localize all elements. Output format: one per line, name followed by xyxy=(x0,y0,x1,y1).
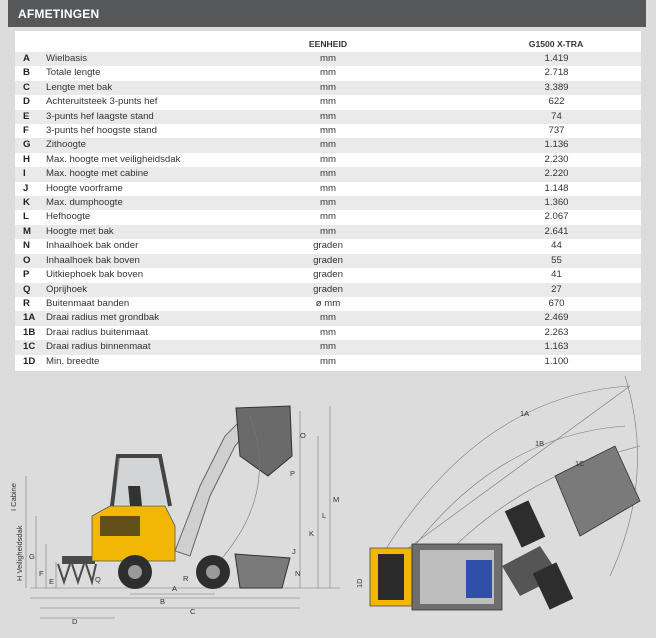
label-g: G xyxy=(29,552,35,561)
top-bucket xyxy=(555,446,640,536)
row-label: Inhaalhoek bak onder xyxy=(46,239,248,253)
row-code: L xyxy=(15,210,46,224)
row-value: 2.718 xyxy=(408,66,641,80)
row-code: 1D xyxy=(15,355,46,369)
row-label: Hoogte met bak xyxy=(46,225,248,239)
header-unit: EENHEID xyxy=(308,39,348,49)
row-label: Uitkiephoek bak boven xyxy=(46,268,248,282)
table-row xyxy=(15,297,641,311)
row-code: 1A xyxy=(15,311,46,325)
row-unit: mm xyxy=(248,326,408,340)
row-code: B xyxy=(15,66,46,80)
row-code: P xyxy=(15,268,46,282)
table-row xyxy=(15,66,641,80)
rear-wheel-hub xyxy=(128,565,142,579)
row-unit: mm xyxy=(248,311,408,325)
row-code: Q xyxy=(15,283,46,297)
table-row xyxy=(15,81,641,95)
row-label: 3-punts hef hoogste stand xyxy=(46,124,248,138)
row-code: 1C xyxy=(15,340,46,354)
label-1b: 1B xyxy=(535,439,545,448)
row-label: Oprijhoek xyxy=(46,283,248,297)
section-title: AFMETINGEN xyxy=(18,6,100,21)
label-o: O xyxy=(300,431,306,440)
row-unit: ø mm xyxy=(248,297,408,311)
engine-panel xyxy=(100,516,140,536)
row-unit: graden xyxy=(248,268,408,282)
row-code: R xyxy=(15,297,46,311)
dimensions-table-container xyxy=(15,31,641,371)
row-label: 3-punts hef laagste stand xyxy=(46,110,248,124)
row-code: M xyxy=(15,225,46,239)
row-label: Hoogte voorframe xyxy=(46,182,248,196)
row-value: 44 xyxy=(408,239,641,253)
row-label: Totale lengte xyxy=(46,66,248,80)
row-code: O xyxy=(15,254,46,268)
row-code: E xyxy=(15,110,46,124)
row-value: 670 xyxy=(408,297,641,311)
row-unit: mm xyxy=(248,66,408,80)
label-f: F xyxy=(39,569,44,578)
row-label: Draai radius met grondbak xyxy=(46,311,248,325)
row-value: 2.641 xyxy=(408,225,641,239)
row-value: 1.360 xyxy=(408,196,641,210)
row-unit: mm xyxy=(248,138,408,152)
table-row xyxy=(15,167,641,181)
row-label: Zithoogte xyxy=(46,138,248,152)
row-unit: mm xyxy=(248,355,408,369)
header-label xyxy=(46,36,248,52)
table-row xyxy=(15,225,641,239)
label-c: C xyxy=(190,607,196,616)
table-row xyxy=(15,196,641,210)
label-d: D xyxy=(72,617,78,626)
row-label: Hefhoogte xyxy=(46,210,248,224)
table-row xyxy=(15,124,641,138)
row-unit: mm xyxy=(248,225,408,239)
seat xyxy=(128,486,142,506)
row-value: 2.220 xyxy=(408,167,641,181)
row-unit: mm xyxy=(248,210,408,224)
row-unit: graden xyxy=(248,254,408,268)
label-q: Q xyxy=(95,575,101,584)
row-label: Max. dumphoogte xyxy=(46,196,248,210)
table-row xyxy=(15,153,641,167)
row-code: J xyxy=(15,182,46,196)
table-row xyxy=(15,283,641,297)
label-a: A xyxy=(172,584,178,593)
row-value: 2.067 xyxy=(408,210,641,224)
table-row xyxy=(15,210,641,224)
table-row xyxy=(15,326,641,340)
row-code: A xyxy=(15,52,46,66)
row-unit: mm xyxy=(248,340,408,354)
row-value: 2.230 xyxy=(408,153,641,167)
drawings-svg xyxy=(0,376,656,633)
row-unit: mm xyxy=(248,110,408,124)
row-code: C xyxy=(15,81,46,95)
row-label: Max. hoogte met veiligheidsdak xyxy=(46,153,248,167)
row-value: 1.163 xyxy=(408,340,641,354)
row-value: 2.263 xyxy=(408,326,641,340)
label-l: L xyxy=(322,511,327,520)
table-row xyxy=(15,95,641,109)
rear-forks xyxy=(58,564,96,582)
label-p: P xyxy=(290,469,296,478)
row-code: G xyxy=(15,138,46,152)
table-row xyxy=(15,311,641,325)
top-view-drawing xyxy=(355,376,640,610)
row-value: 1.419 xyxy=(408,52,641,66)
side-view-drawing xyxy=(9,406,340,626)
header-code xyxy=(15,36,46,52)
top-display xyxy=(466,560,492,598)
label-m: M xyxy=(333,495,340,504)
rear-hitch xyxy=(62,556,95,564)
row-label: Inhaalhoek bak boven xyxy=(46,254,248,268)
row-value: 2.469 xyxy=(408,311,641,325)
label-1a: 1A xyxy=(520,409,530,418)
section-header xyxy=(8,0,646,27)
label-b: B xyxy=(160,597,166,606)
table-row xyxy=(15,340,641,354)
row-value: 1.136 xyxy=(408,138,641,152)
label-j: J xyxy=(292,547,296,556)
label-i-cabine: I Cabine xyxy=(9,483,18,511)
header-model: G1500 X-TRA xyxy=(528,39,584,49)
row-value: 1.148 xyxy=(408,182,641,196)
dimensions-table xyxy=(15,36,641,369)
label-r: R xyxy=(183,574,189,583)
table-body xyxy=(15,52,641,369)
table-row xyxy=(15,254,641,268)
label-e: E xyxy=(49,577,55,586)
row-unit: mm xyxy=(248,81,408,95)
row-unit: mm xyxy=(248,124,408,138)
top-engine xyxy=(378,554,404,600)
row-label: Achteruitsteek 3-punts hef xyxy=(46,95,248,109)
table-row xyxy=(15,110,641,124)
row-label: Draai radius binnenmaat xyxy=(46,340,248,354)
row-value: 737 xyxy=(408,124,641,138)
row-unit: graden xyxy=(248,283,408,297)
label-n: N xyxy=(295,569,301,578)
row-label: Wielbasis xyxy=(46,52,248,66)
row-code: 1B xyxy=(15,326,46,340)
table-row xyxy=(15,138,641,152)
table-row xyxy=(15,268,641,282)
label-1d: 1D xyxy=(355,578,364,588)
row-code: H xyxy=(15,153,46,167)
top-front-tire-left xyxy=(505,500,545,547)
row-value: 622 xyxy=(408,95,641,109)
row-unit: graden xyxy=(248,239,408,253)
row-value: 74 xyxy=(408,110,641,124)
row-code: D xyxy=(15,95,46,109)
row-unit: mm xyxy=(248,153,408,167)
table-header-row xyxy=(15,36,641,52)
row-unit: mm xyxy=(248,167,408,181)
label-k: K xyxy=(309,529,315,538)
lowered-bucket xyxy=(235,554,290,588)
row-unit: mm xyxy=(248,95,408,109)
table-row xyxy=(15,239,641,253)
row-value: 27 xyxy=(408,283,641,297)
row-value: 1.100 xyxy=(408,355,641,369)
table-row xyxy=(15,355,641,369)
row-unit: mm xyxy=(248,196,408,210)
row-label: Min. breedte xyxy=(46,355,248,369)
row-code: F xyxy=(15,124,46,138)
row-label: Max. hoogte met cabine xyxy=(46,167,248,181)
row-unit: mm xyxy=(248,182,408,196)
row-code: K xyxy=(15,196,46,210)
row-unit: mm xyxy=(248,52,408,66)
table-row xyxy=(15,182,641,196)
label-h-veiligheidsdak: H Veiligheidsdak xyxy=(15,525,24,581)
row-code: N xyxy=(15,239,46,253)
row-value: 41 xyxy=(408,268,641,282)
row-label: Lengte met bak xyxy=(46,81,248,95)
row-label: Buitenmaat banden xyxy=(46,297,248,311)
front-wheel-hub xyxy=(206,565,220,579)
row-value: 55 xyxy=(408,254,641,268)
row-code: I xyxy=(15,167,46,181)
table-row xyxy=(15,52,641,66)
label-1c: 1C xyxy=(575,459,585,468)
row-value: 3.389 xyxy=(408,81,641,95)
row-label: Draai radius buitenmaat xyxy=(46,326,248,340)
raised-bucket xyxy=(236,406,292,476)
dimension-drawings xyxy=(0,376,656,633)
